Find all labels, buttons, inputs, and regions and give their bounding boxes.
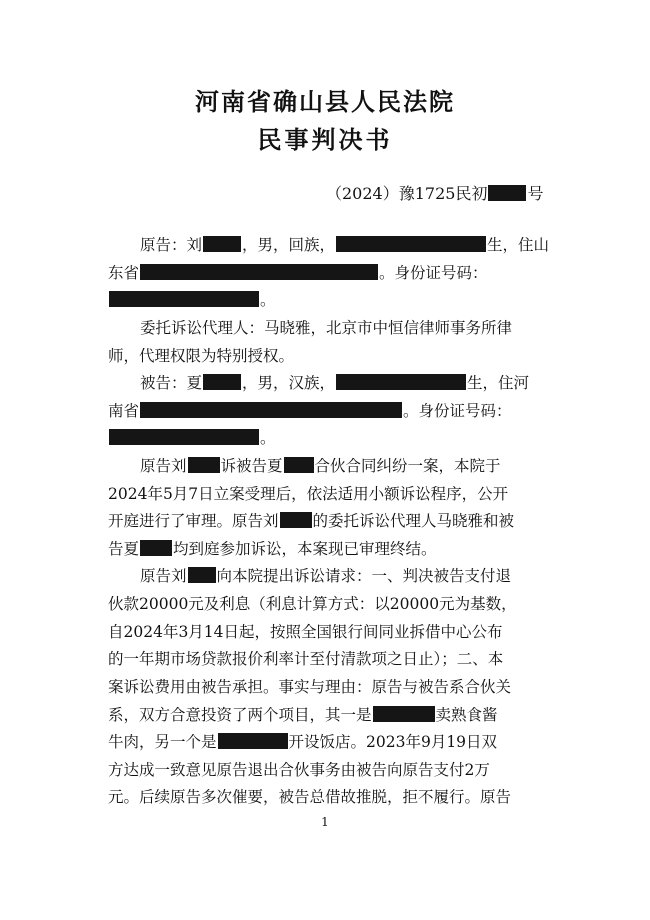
case-number-prefix: （2024）豫1725民初 <box>326 184 488 203</box>
claims-line-3: 自2024年3月14日起，按照全国银行间同业拆借中心公布 <box>108 623 503 641</box>
page-number: 1 <box>321 815 329 829</box>
plaintiff-line-2: 东省 。身份证号码： <box>108 264 488 282</box>
redaction-block <box>109 291 259 307</box>
redaction-block <box>109 429 259 445</box>
redaction-block <box>188 567 216 583</box>
case-number <box>326 181 543 204</box>
claims-line-2: 伙款20000元及利息（利息计算方式：以20000元为基数， <box>108 595 517 613</box>
plaintiff-line-1: 原告：刘 ，男，回族， 生，住山 <box>140 236 550 254</box>
redaction-block <box>203 236 241 252</box>
redaction-block <box>140 402 402 418</box>
document-type: 民事判决书 <box>257 125 393 154</box>
redaction-block <box>488 185 526 201</box>
claims-line-8: 方达成一致意见原告退出合伙事务由被告向原告支付2万 <box>108 761 490 779</box>
redaction-block <box>280 512 312 528</box>
claims-line-1: 原告刘 向本院提出诉讼请求：一、判决被告支付退 <box>140 567 512 585</box>
redaction-block <box>284 457 314 473</box>
case-number-suffix: 号 <box>527 184 544 203</box>
claims-line-9: 元。后续原告多次催要，被告总借故推脱，拒不履行。原告 <box>108 788 512 806</box>
claims-line-6: 系，双方合意投资了两个项目，其一是 卖熟食酱 <box>108 706 498 724</box>
defendant-line-1: 被告：夏 ，男，汉族， 生，住河 <box>140 374 530 392</box>
redaction-block <box>140 540 172 556</box>
claims-line-4: 的一年期市场贷款报价利率计至付清款项之日止）；二、本 <box>108 650 504 668</box>
agent-line-2: 师，代理权限为特别授权。 <box>108 347 295 365</box>
redaction-block <box>336 374 466 390</box>
defendant-line-3: 。 <box>108 423 276 453</box>
defendant-line-2: 南省 。身份证号码： <box>108 402 512 420</box>
redaction-block <box>373 706 435 722</box>
redaction-block <box>188 457 220 473</box>
redaction-block <box>140 264 378 280</box>
redaction-block <box>218 733 288 749</box>
case-intro-line-3: 开庭进行了审理。原告刘 的委托诉讼代理人马晓雅和被 <box>108 512 515 530</box>
agent-line-1: 委托诉讼代理人：马晓雅，北京市中恒信律师事务所律 <box>140 319 513 337</box>
plaintiff-line-3: 。 <box>108 285 276 315</box>
court-name: 河南省确山县人民法院 <box>195 87 455 116</box>
claims-line-5: 案诉讼费用由被告承担。事实与理由：原告与被告系合伙关 <box>108 678 512 696</box>
case-intro-line-1: 原告刘 诉被告夏 合伙合同纠纷一案，本院于 <box>140 457 501 475</box>
case-intro-line-4: 告夏 均到庭参加诉讼，本案现已审理终结。 <box>108 540 437 558</box>
redaction-block <box>336 236 486 252</box>
case-intro-line-2: 2024年5月7日立案受理后，依法适用小额诉讼程序，公开 <box>108 485 509 503</box>
redaction-block <box>203 374 241 390</box>
claims-line-7: 牛肉，另一个是 开设饭店。2023年9月19日双 <box>108 733 498 751</box>
